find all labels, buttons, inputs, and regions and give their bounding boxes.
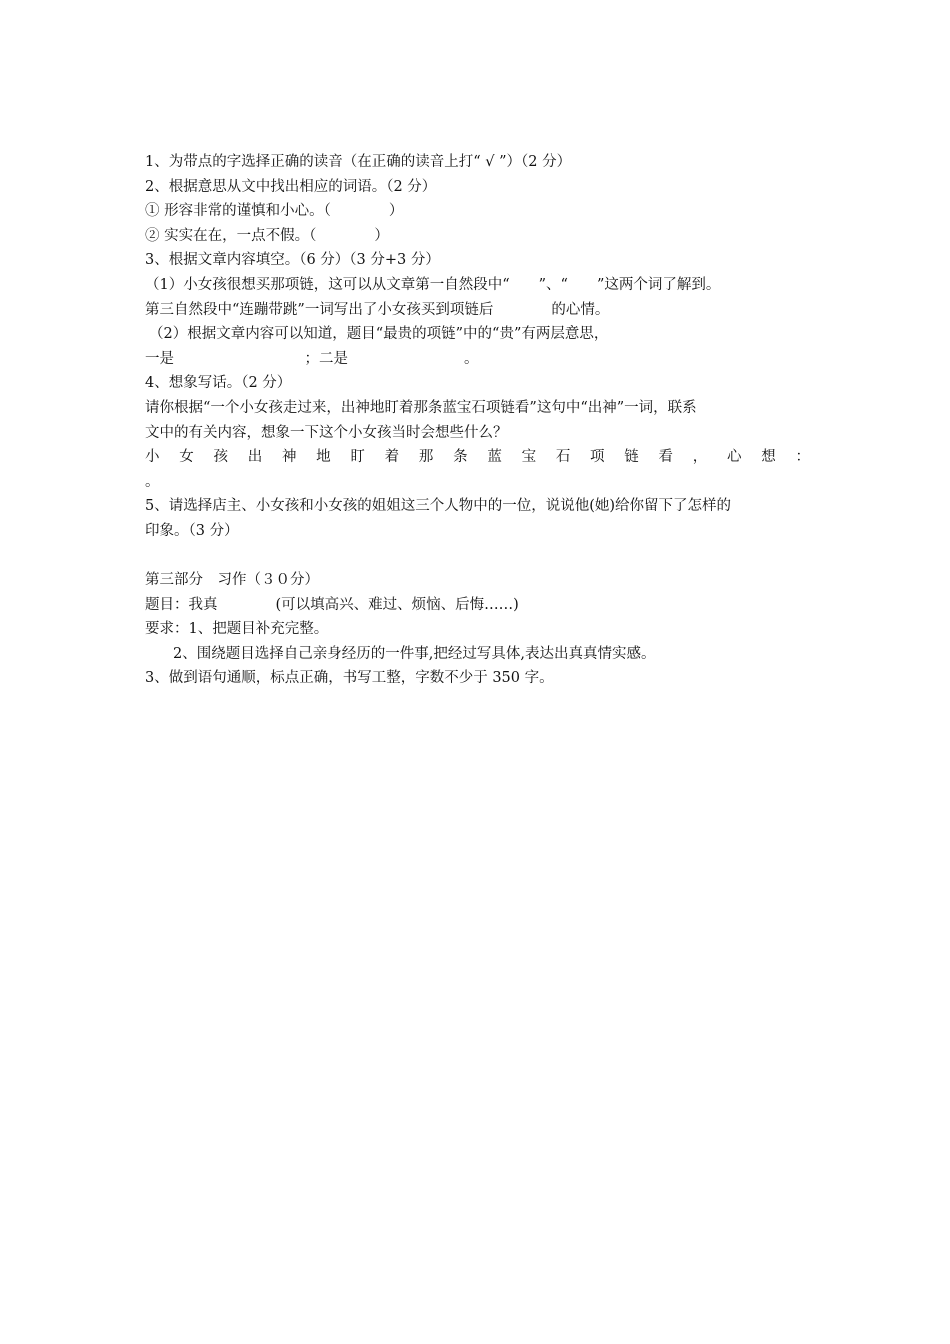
question-4-end: 。 (145, 473, 160, 490)
question-3-part-1-line-1: （1）小女孩很想买那项链，这可以从文章第一自然段中“ ”、“ ”这两个词了解到。 (145, 276, 721, 293)
question-2-item-2: ② 实实在在，一点不假。（ ） (145, 227, 389, 244)
requirement-3: 3、做到语句通顺，标点正确，书写工整，字数不少于 350 字。 (145, 670, 554, 687)
spaced-char: 看 (658, 449, 674, 466)
question-3-part-2-line-1: （2）根据文章内容可以知道，题目“最贵的项链”中的“贵”有两层意思， (149, 326, 609, 343)
requirement-1: 要求：1、把题目补充完整。 (145, 621, 329, 638)
document-page (145, 150, 810, 691)
essay-title: 题目：我真 (可以填高兴、难过、烦恼、后悔……) (145, 596, 519, 613)
spaced-char: 孩 (213, 449, 228, 466)
spaced-char: 宝 (521, 449, 537, 466)
spaced-characters (145, 445, 810, 470)
question-4-prompt-line-1: 请你根据“一个小女孩走过来，出神地盯着那条蓝宝石项链看”这句中“出神”一词，联系 (145, 399, 697, 416)
question-4: 4、想象写话。（2 分） (145, 375, 292, 392)
question-4-prompt-line-2: 文中的有关内容，想象一下这个小女孩当时会想些什么？ (145, 424, 508, 441)
spaced-char: 项 (590, 449, 605, 466)
spaced-char: 那 (418, 449, 434, 466)
spaced-char: 想 (761, 449, 776, 466)
spacer (145, 544, 810, 569)
spaced-char: 条 (453, 449, 468, 466)
question-2: 2、根据意思从文中找出相应的词语。（2 分） (145, 178, 437, 195)
spaced-char: 石 (555, 449, 571, 466)
question-5-line-1: 5、请选择店主、小女孩和小女孩的姐姐这三个人物中的一位，说说他(她)给你留下了怎样的 (145, 498, 732, 515)
question-2-item-1: ① 形容非常的谨慎和小心。（ ） (145, 203, 404, 220)
spaced-char: 地 (316, 449, 331, 466)
spaced-char: ： (795, 449, 810, 466)
spaced-char: 链 (624, 449, 639, 466)
spaced-char: 小 (145, 449, 160, 466)
spaced-char: 神 (281, 449, 297, 466)
spaced-char: 蓝 (487, 449, 502, 466)
question-4-spaced-line (145, 445, 810, 470)
question-5-line-2: 印象。（3 分） (145, 522, 239, 539)
spaced-char: 出 (247, 449, 263, 466)
spaced-char: 盯 (350, 449, 365, 466)
requirement-2: 2、围绕题目选择自己亲身经历的一件事,把经过写具体,表达出真真情实感。 (173, 645, 656, 662)
question-3-part-2-line-2: 一是 ；二是 。 (145, 350, 479, 367)
spaced-char: 女 (179, 449, 194, 466)
spaced-char: 着 (384, 449, 400, 466)
spaced-char: ， (692, 449, 708, 466)
spaced-char: 心 (726, 449, 742, 466)
question-3-part-1-line-2: 第三自然段中“连蹦带跳”一词写出了小女孩买到项链后 的心情。 (145, 301, 610, 318)
part-3-heading: 第三部分 习作（３０分） (145, 572, 319, 589)
question-3: 3、根据文章内容填空。（6 分）（3 分+3 分） (145, 252, 440, 269)
question-1: 1、为带点的字选择正确的读音（在正确的读音上打“ √ ”）（2 分） (145, 154, 572, 170)
